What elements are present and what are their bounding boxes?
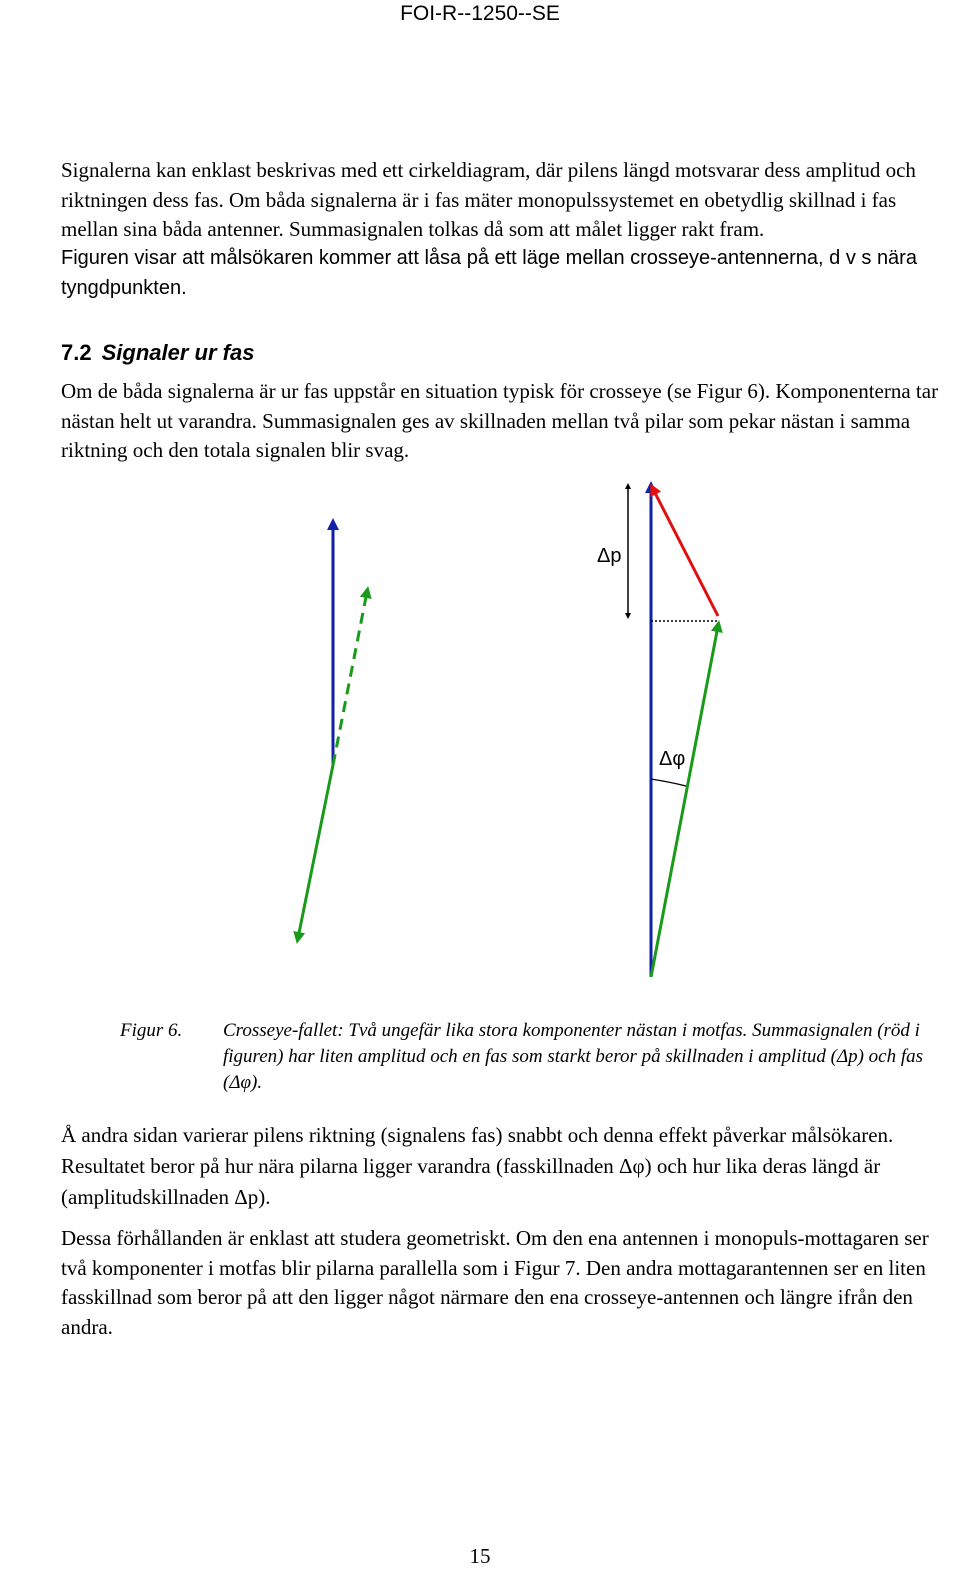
section-paragraph: Om de båda signalerna är ur fas uppstår en situation typisk för crosseye (se Figur 6). Komponenterna tar nästan helt ut varandra. Summasignalen ges av skillnaden mellan två pilar som pekar nästan i samma riktning och den totala signalen blir svag.	[61, 379, 939, 462]
crosseye-figure	[0, 470, 960, 990]
right-red-sum-arrow	[653, 489, 718, 616]
section-heading	[61, 340, 254, 366]
paragraph-geometry: Dessa förhållanden är enklast att studera geometriskt. Om den ena antennen i monopuls-mottagaren ser två komponenter i motfas blir pilarna parallella som i Figur 7. Den andra mottagarantennen ser en liten fasskillnad som beror på att den ligger något närmare den ena crosseye-antennen och längre ifrån den andra.	[61, 1226, 929, 1339]
delta-p-label: Δp	[597, 545, 622, 567]
document-id: FOI-R--1250--SE	[400, 2, 560, 25]
intro-paragraph: Signalerna kan enklast beskrivas med ett cirkeldiagram, där pilens längd motsvarar dess amplitud och riktningen dess fas. Om båda signalerna är i fas mäter monopulssystemet en obetydlig skillnad i fas mellan sina båda antenner. Summasignalen tolkas då som att målet ligger rakt fram.	[61, 158, 916, 241]
delta-phi-arc	[651, 779, 686, 786]
section-number: 7.2	[61, 340, 92, 365]
paragraph-phase-effect: Å andra sidan varierar pilens riktning (signalens fas) snabbt och denna effekt påverkar målsökaren. Resultatet beror på hur nära pilarna ligger varandra (fasskillnaden Δφ) och hur lika deras längd är (amplitudskillnaden Δp).	[61, 1123, 894, 1209]
caption-text: Crosseye-fallet: Två ungefär lika stora komponenter nästan i motfas. Summasignalen (röd i figuren) har liten amplitud och en fas som starkt beror på skillnaden i amplitud (Δp) och fas (Δφ).	[223, 1020, 924, 1093]
left-green-arrow	[298, 765, 333, 938]
right-green-arrow	[651, 626, 718, 977]
delta-phi-label: Δφ	[659, 748, 686, 770]
left-green-dashed-arrow	[333, 592, 367, 765]
caption-label: Figur 6.	[120, 1020, 183, 1041]
page-number: 15	[469, 1544, 491, 1568]
intro-paragraph-figure-note: Figuren visar att målsökaren kommer att låsa på ett läge mellan crosseye-antennerna, d v s nära tyngdpunkten.	[61, 247, 917, 299]
section-title: Signaler ur fas	[101, 340, 255, 365]
